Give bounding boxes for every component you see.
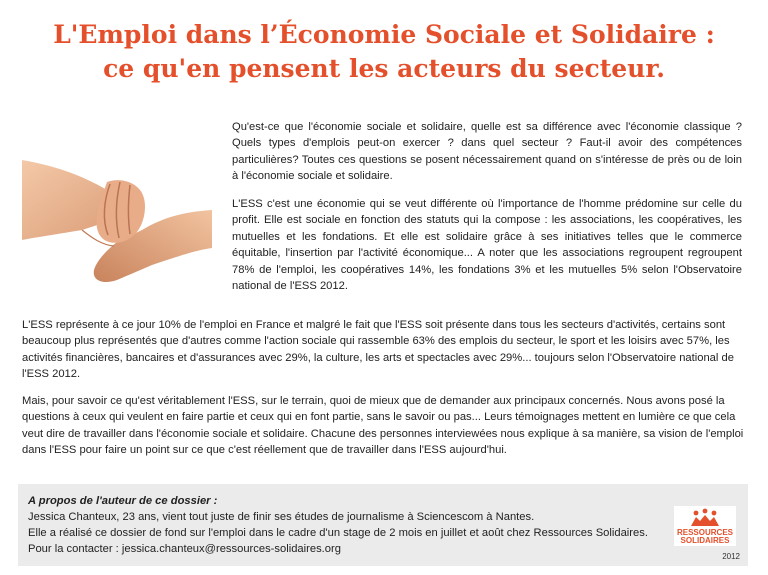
body-paragraph-2: Mais, pour savoir ce qu'est véritablement l'ESS, sur le terrain, quoi de mieux que de demander aux principaux concernés. Nous avons posé la questions à ceux qui veulent en faire partie et ceux qui en font partie, sans le savoir ou pas... Leurs témoignages mettent en lumière ce que cela veut dire de travailler dans l'économie sociale et solidaire. Chacune des personnes interviewées nous explique à sa manière, sa vision de l'emploi dans l'ESS pour faire un point sur ce que c'est réellement que de travailler dans l'ESS aujourd'hui.	[22, 395, 744, 457]
intro-paragraph-1: Qu'est-ce que l'économie sociale et solidaire, quelle est sa différence avec l'économie classique ? Quels types d'emplois peut-on exercer ? dans quel secteur ? Faut-il avoir des compétences particulières? Toutes ces questions se posent nécessairement quand on s'intéresse de près ou de loin à l'économie sociale et solidaire.	[232, 121, 742, 183]
title-line-2: ce qu'en pensent les acteurs du secteur.	[103, 54, 665, 83]
logo-text-1: RESSOURCES	[676, 528, 734, 537]
title-line-1: L'Emploi dans l’Économie Sociale et Solidaire :	[53, 20, 715, 49]
logo-text-2: SOLIDAIRES	[680, 536, 730, 545]
author-line-2: Elle a réalisé ce dossier de fond sur l'emploi dans le cadre d'un stage de 2 mois en juillet et août chez Ressources Solidaires.	[28, 527, 648, 539]
author-box	[18, 484, 748, 566]
ressources-solidaires-logo	[674, 506, 736, 546]
author-heading: A propos de l'auteur de ce dossier :	[28, 495, 218, 507]
year-label: 2012	[722, 552, 740, 561]
body-paragraph-1: L'ESS représente à ce jour 10% de l'emploi en France et malgré le fait que l'ESS soit présente dans tous les secteurs d'activités, certains sont beaucoup plus représentés que d'autres comme l'action sociale qui rassemble 63% des emplois du secteur, le sport et les loisirs avec 57%, les activités financières, bancaires et d'assurances avec 29%, la culture, les arts et spectacles avec 29%... toujours selon l'Observatoire national de l'ESS 2012.	[22, 319, 734, 381]
intro-paragraph-2: L'ESS c'est une économie qui se veut différente où l'importance de l'homme prédomine sur celle du profit. Elle est sociale en fonction des statuts qui la compose : les associations, les coopératives, les mutuelles et les fondations. Et elle est solidaire grâce à ses initiatives telles que le commerce équitable, l'insertion par l'activité économique... A noter que les associations regroupent regroupent 78% de l'emploi, les coopératives 14%, les fondations 3% et les mutuelles 5% selon l'Observatoire national de l'ESS 2012.	[232, 198, 742, 293]
author-text	[28, 493, 648, 557]
author-line-1: Jessica Chanteux, 23 ans, vient tout juste de finir ses études de journalisme à Sciencescom à Nantes.	[28, 511, 535, 523]
clasped-hands-photo	[22, 120, 212, 305]
author-contact[interactable]: Pour la contacter : jessica.chanteux@ressources-solidaires.org	[28, 543, 341, 555]
page-title	[0, 18, 768, 86]
